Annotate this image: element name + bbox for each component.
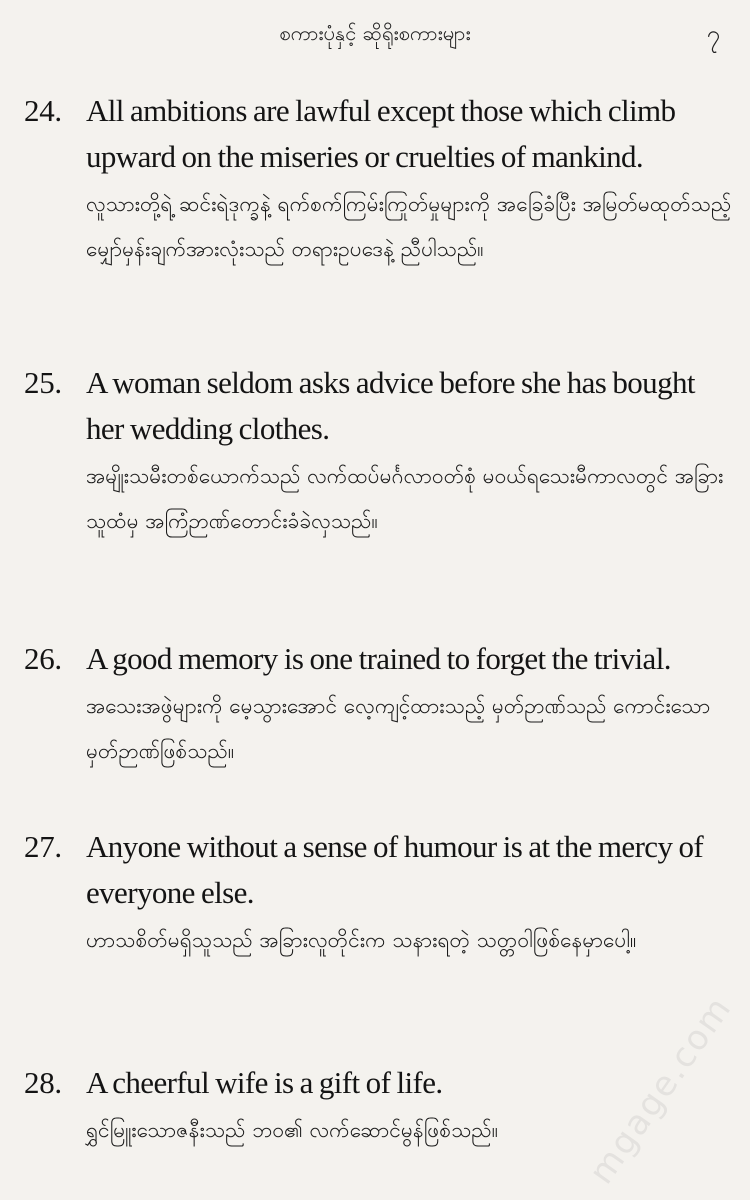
entry-number: 26. (24, 641, 62, 676)
proverb-entry-25 (24, 360, 736, 544)
proverb-entry-27 (24, 824, 736, 963)
burmese-translation: အသေးအဖွဲများကို မေ့သွားအောင် လေ့ကျင့်ထားသည့် မှတ်ဉာဏ်သည် ကောင်းသော မှတ်ဉာဏ်ဖြစ်သည်။ (86, 694, 711, 763)
entry-number: 27. (24, 829, 62, 864)
burmese-translation: အမျိုးသမီးတစ်ယောက်သည် လက်ထပ်မင်္ဂလာဝတ်စုံ မဝယ်ရသေးမီကာလတွင် အခြားသူထံမှ အကြံဉာဏ်တောင်းခံခဲလှသည်။ (86, 464, 724, 533)
english-proverb: A good memory is one trained to forget the trivial. (86, 641, 671, 676)
page-header (0, 14, 750, 54)
entry-body (86, 636, 736, 774)
burmese-translation: ဟာသစိတ်မရှိသူသည် အခြားလူတိုင်းက သနားရတဲ့ သတ္တဝါဖြစ်နေမှာပေါ့။ (86, 928, 637, 952)
proverb-entry-26 (24, 636, 736, 774)
entry-number: 28. (24, 1065, 62, 1100)
entry-body (86, 824, 736, 963)
entry-number: 25. (24, 365, 62, 400)
english-proverb: Anyone without a sense of humour is at the mercy of everyone else. (86, 829, 704, 910)
english-proverb: A woman seldom asks advice before she has bought her wedding clothes. (86, 365, 695, 446)
entry-body (86, 360, 736, 544)
proverb-entry-24 (24, 88, 736, 272)
entry-body (86, 88, 736, 272)
english-proverb: A cheerful wife is a gift of life. (86, 1065, 443, 1100)
entry-number: 24. (24, 93, 62, 128)
site-watermark: mgage.com (580, 988, 740, 1192)
running-title: စကားပုံနှင့် ဆိုရိုးစကားများ (279, 21, 471, 45)
burmese-translation: လူသားတို့ရဲ့ ဆင်းရဲဒုက္ခနဲ့ ရက်စက်ကြမ်းကြုတ်မှုများကို အခြေခံပြီး အမြတ်မထုတ်သည့် မျှော်မှန်းချက်အားလုံးသည် တရားဥပဒေနဲ့ ညီပါသည်။ (86, 192, 732, 261)
burmese-translation: ရွှင်မြူးသောဇနီးသည် ဘဝ၏ လက်ဆောင်မွန်ဖြစ်သည်။ (86, 1118, 499, 1142)
page-number: ၇ (706, 20, 720, 48)
english-proverb: All ambitions are lawful except those which climb upward on the miseries or cruelties of mankind. (86, 93, 676, 174)
